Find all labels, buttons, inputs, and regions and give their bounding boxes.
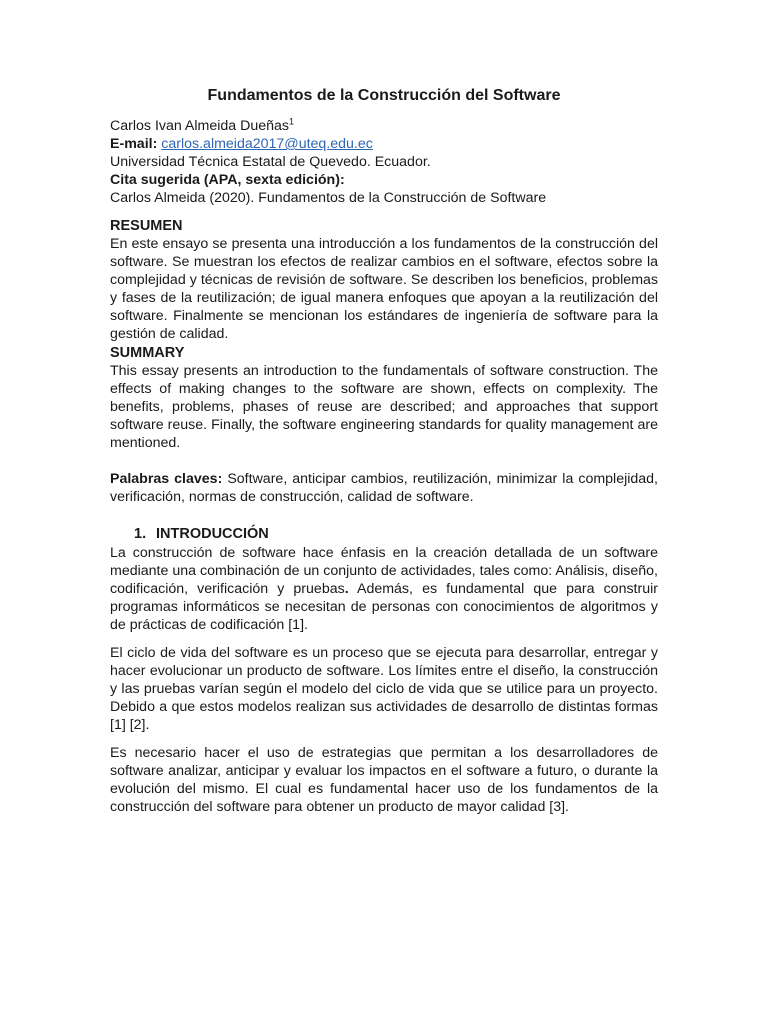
citation-text: Carlos Almeida (2020). Fundamentos de la Construcción de Software: [110, 190, 547, 206]
intro-paragraph-2: El ciclo de vida del software es un proceso que se ejecuta para desarrollar, entregar y hacer evolucionar un producto de software. Los límites entre el diseño, la construcción y las pruebas varían según el modelo del ciclo de vida que se utilice para un proyecto. Debido a que estos modelos realizan sus actividades de desarrollo de distintas formas [1] [2].: [110, 645, 658, 733]
intro-paragraph-1: La construcción de software hace énfasis en la creación detallada de un software mediante una combinación de un conjunto de actividades, tales como: Análisis, diseño, codificación, verificación y pruebas. Además, es fundamental que para construir programas informáticos se necesitan de personas con conocimientos de algoritmos y de prácticas de codificación [1].: [110, 545, 658, 633]
author-name: Carlos Ivan Almeida Dueñas: [110, 118, 290, 134]
email-line: [110, 135, 658, 153]
intro-p1-part-a: La construcción de software hace énfasis en la creación detallada de un software mediante una combinación de un conjunto de actividades, tales como: Análisis, diseño, codificación, verificación y pruebas: [110, 545, 658, 597]
keywords: [110, 470, 658, 506]
section-heading: [134, 525, 658, 543]
intro-p1-part-b: Además, es fundamental que para construir programas informáticos se necesitan de personas con conocimientos de algoritmos y de prácticas de codificación [1].: [110, 581, 658, 633]
summary-heading: SUMMARY: [110, 345, 185, 361]
email-label: E-mail:: [110, 136, 158, 152]
email-link[interactable]: carlos.almeida2017@uteq.edu.ec: [161, 136, 373, 152]
keywords-text: Software, anticipar cambios, reutilización, minimizar la complejidad, verificación, normas de construcción, calidad de software.: [110, 471, 659, 505]
author-line: [110, 117, 658, 135]
summary-text: This essay presents an introduction to the fundamentals of software construction. The effects of making changes to the software are shown, effects on complexity. The benefits, problems, phases of reuse are described; and approaches that support software reuse. Finally, the software engineering standards for quality management are mentioned.: [110, 363, 658, 451]
resumen-heading: RESUMEN: [110, 218, 183, 234]
document-title: Fundamentos de la Construcción del Software: [207, 87, 561, 104]
section-title: INTRODUCCIÓN: [156, 526, 269, 542]
footnote-marker: 1: [289, 116, 295, 127]
citation-label: Cita sugerida (APA, sexta edición):: [110, 172, 345, 188]
resumen-text: En este ensayo se presenta una introducción a los fundamentos de la construcción del software. Se muestran los efectos de realizar cambios en el software, efectos sobre la complejidad y técnicas de revisión de software. Se describen los beneficios, problemas y fases de la reutilización; de igual manera enfoques que apoyan a la reutilización del software. Finalmente se mencionan los estándares de ingeniería de software para la gestión de calidad.: [110, 236, 658, 342]
intro-paragraph-3: Es necesario hacer el uso de estrategias que permitan a los desarrolladores de software analizar, anticipar y evaluar los impactos en el software a futuro, o durante la evolución del mismo. El cual es fundamental hacer uso de los fundamentos de la construcción del software para obtener un producto de mayor calidad [3].: [110, 745, 658, 815]
section-number: 1.: [134, 526, 147, 542]
keywords-label: Palabras claves:: [110, 471, 223, 487]
university: Universidad Técnica Estatal de Quevedo. Ecuador.: [110, 154, 431, 170]
